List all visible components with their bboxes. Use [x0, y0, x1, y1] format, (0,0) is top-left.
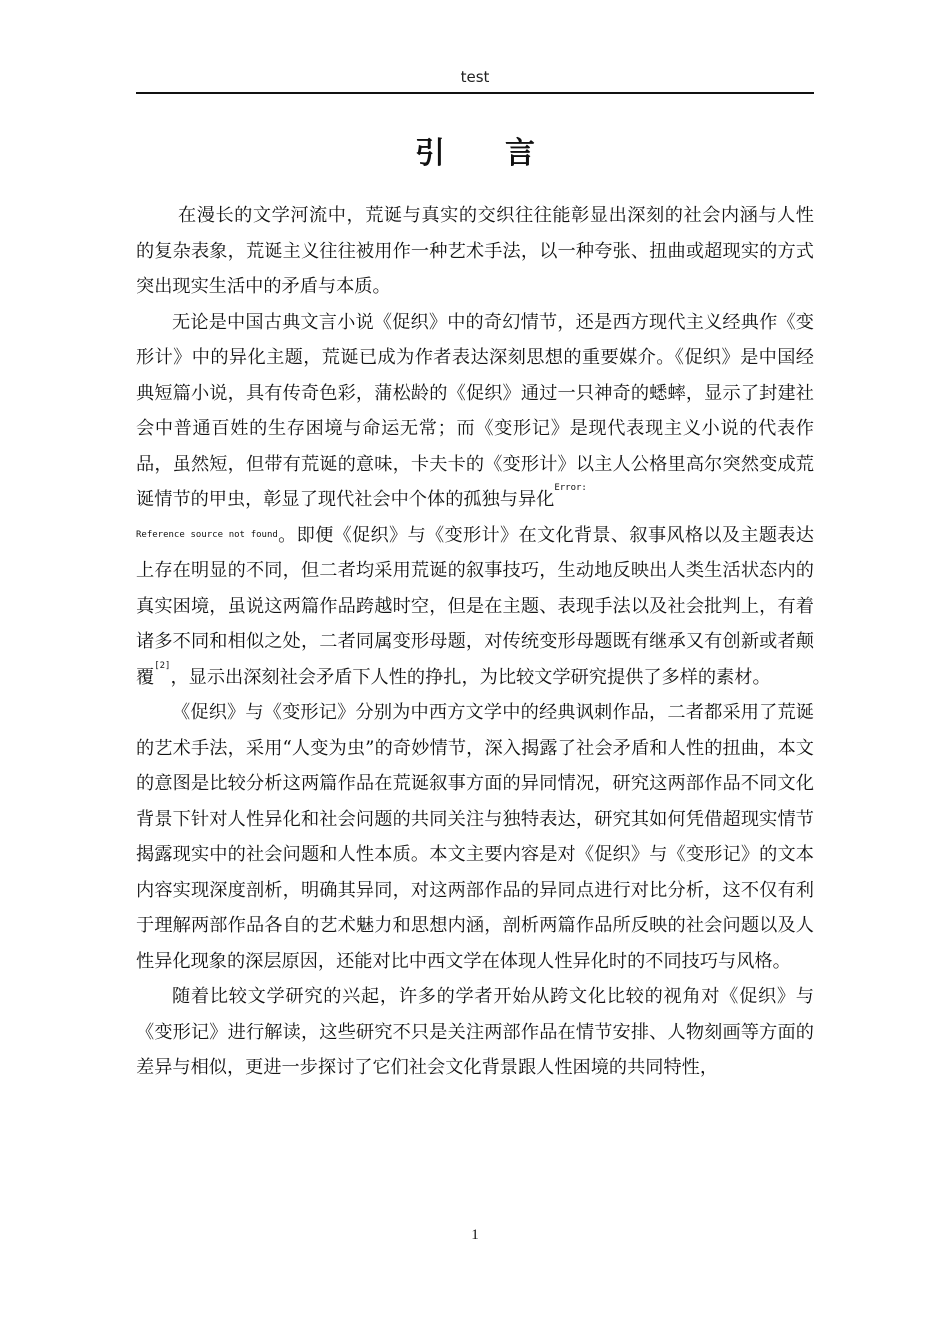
header-divider — [136, 92, 814, 94]
body-text — [136, 198, 814, 1086]
paragraph-1: 在漫长的文学河流中，荒诞与真实的交织往往能彰显出深刻的社会内涵与人性的复杂表象，荒诞主义往往被用作一种艺术手法，以一种夸张、扭曲或超现实的方式突出现实生活中的矛盾与本质。 — [136, 205, 814, 297]
paragraph-2 — [136, 305, 814, 696]
paragraph-2-part-c: ，显示出深刻社会矛盾下人性的挣扎，为比较文学研究提供了多样的素材。 — [170, 666, 771, 688]
page-title: 引言 — [415, 136, 595, 171]
reference-error-marker: Error: — [554, 483, 587, 493]
reference-error-text: Reference source not found — [136, 529, 278, 540]
page-number: 1 — [471, 1227, 479, 1243]
paragraph-4: 随着比较文学研究的兴起，许多的学者开始从跨文化比较的视角对《促织》与《变形记》进行解读，这些研究不只是关注两部作品在情节安排、人物刻画等方面的差异与相似，更进一步探讨了它们社会文化背景跟人性困境的共同特性， — [136, 986, 814, 1078]
running-header: test — [460, 68, 490, 86]
paragraph-2-part-a: 无论是中国古典文言小说《促织》中的奇幻情节，还是西方现代主义经典作《变形计》中的异化主题，荒诞已成为作者表达深刻思想的重要媒介。《促织》是中国经典短篇小说，具有传奇色彩，蒲松龄的《促织》通过一只神奇的蟋蟀，显示了封建社会中普通百姓的生存困境与命运无常；而《变形记》是现代表现主义小说的代表作品，虽然短，但带有荒诞的意味，卡夫卡的《变形计》以主人公格里高尔突然变成荒诞情节的甲虫，彰显了现代社会中个体的孤独与异化 — [136, 311, 814, 510]
paragraph-2-part-b: 。即便《促织》与《变形计》在文化背景、叙事风格以及主题表达上存在明显的不同，但二者均采用荒诞的叙事技巧，生动地反映出人类生活状态内的真实困境，虽说这两篇作品跨越时空，但是在主题、表现手法以及社会批判上，有着诸多不同和相似之处，二者同属变形母题，对传统变形母题既有继承又有创新或者颠覆 — [136, 524, 814, 688]
paragraph-3: 《促织》与《变形记》分别为中西方文学中的经典讽刺作品，二者都采用了荒诞的艺术手法，采用“人变为虫”的奇妙情节，深入揭露了社会矛盾和人性的扭曲，本文的意图是比较分析这两篇作品在荒诞叙事方面的异同情况，研究这两部作品不同文化背景下针对人性异化和社会问题的共同关注与独特表达，研究其如何凭借超现实情节揭露现实中的社会问题和人性本质。本文主要内容是对《促织》与《变形记》的文本内容实现深度剖析，明确其异同，对这两部作品的异同点进行对比分析，这不仅有利于理解两部作品各自的艺术魅力和思想内涵，剖析两篇作品所反映的社会问题以及人性异化现象的深层原因，还能对比中西文学在体现人性异化时的不同技巧与风格。 — [136, 702, 814, 972]
citation-2[interactable]: [2] — [154, 660, 171, 671]
